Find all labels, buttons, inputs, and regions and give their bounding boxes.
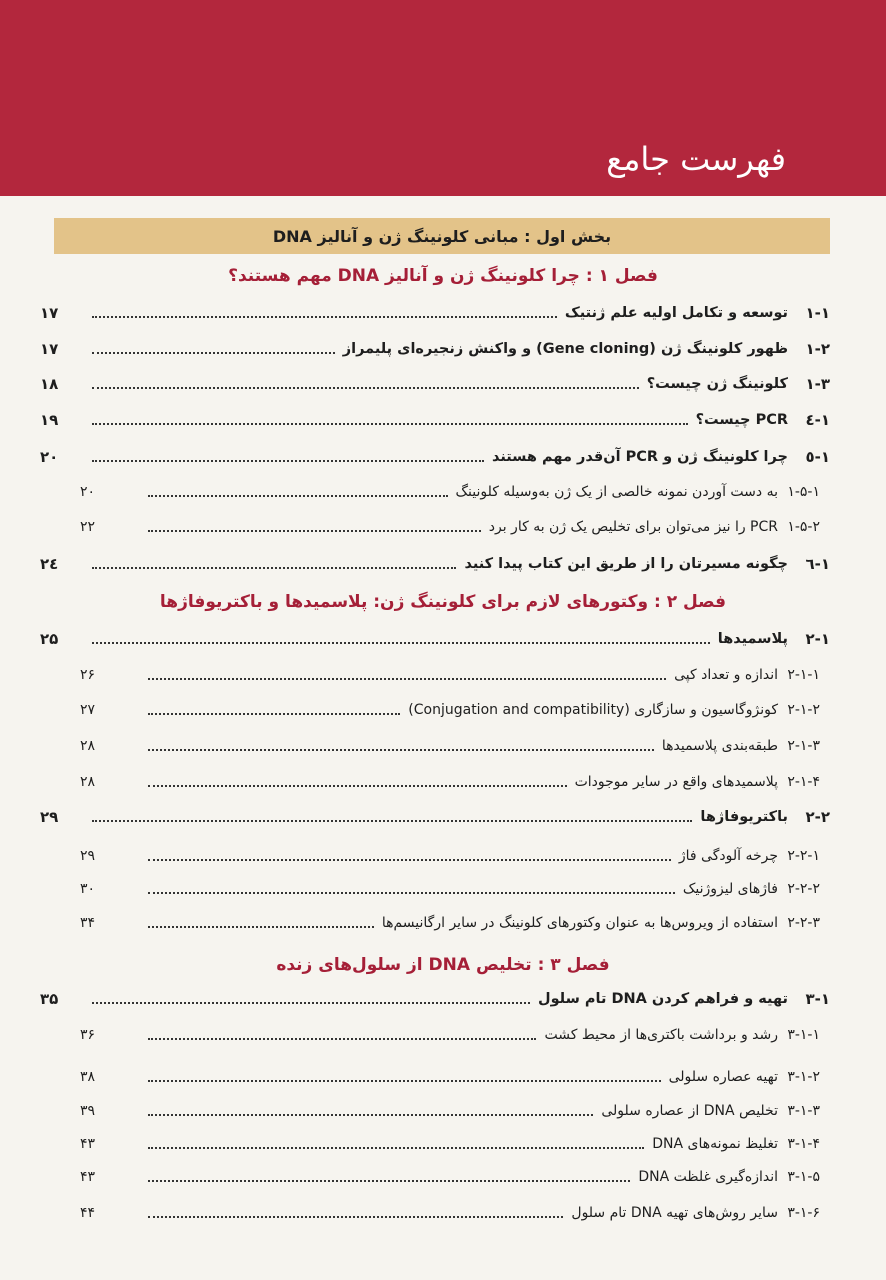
chapter-heading: فصل ۲ : وکتورهای لازم برای کلونینگ ژن: پلاسمیدها و باکتریوفاژها: [159, 592, 727, 612]
page-number: ۲۷: [80, 702, 96, 718]
entry-title: سایر روش‌های تهیه DNA تام سلول: [571, 1205, 778, 1221]
entry-number: ۲-۱-۳: [787, 738, 820, 754]
page-number: ۱۷: [40, 304, 59, 322]
toc-subentry[interactable]: [60, 733, 820, 759]
page-number: ۲۲: [80, 519, 96, 535]
entry-title: چرا کلونینگ ژن و PCR آن‌قدر مهم هستند: [491, 449, 788, 465]
chapter-heading: فصل ۳ : تخلیص DNA از سلول‌های زنده: [276, 955, 610, 975]
page-number: ۳۵: [40, 990, 59, 1008]
toc-subentry[interactable]: [60, 662, 820, 688]
page-number: ۲۰: [80, 484, 96, 500]
page-number: ۴۴: [80, 1205, 96, 1221]
chapter-heading: فصل ۱ : چرا کلونینگ ژن و آنالیز DNA مهم هستند؟: [228, 266, 658, 286]
entry-number: ۱-۲: [805, 340, 830, 358]
part-heading: بخش اول : مبانی کلونینگ ژن و آنالیز DNA: [54, 218, 830, 254]
page-number: ۲۶: [80, 667, 96, 683]
entry-title: پلاسمیدها: [717, 631, 788, 647]
dot-leader: [92, 352, 335, 354]
entry-number: ۲-۲-۲: [787, 881, 820, 897]
dot-leader: [148, 1216, 563, 1218]
entry-number: ۱-۱: [805, 304, 830, 322]
entry-title: تغلیظ نمونه‌های DNA: [652, 1136, 778, 1152]
entry-number: ۱-۵-۲: [787, 519, 820, 535]
entry-title: توسعه و تکامل اولیه علم ژنتیک: [564, 305, 788, 321]
entry-title: فاژهای لیزوژنیک: [682, 881, 778, 897]
page-number: ۲۵: [40, 630, 59, 648]
toc-entry[interactable]: [40, 371, 830, 397]
toc-entry[interactable]: [40, 407, 830, 433]
entry-title: رشد و برداشت باکتری‌ها از محیط کشت: [544, 1027, 778, 1043]
page-title: فهرست جامع: [606, 140, 786, 178]
page-number: ۳۸: [80, 1069, 96, 1085]
toc-entry[interactable]: [40, 986, 830, 1012]
entry-title: تهیه و فراهم کردن DNA تام سلول: [538, 991, 788, 1007]
toc-subentry[interactable]: [60, 1064, 820, 1090]
page-number: ۳۶: [80, 1027, 96, 1043]
dot-leader: [148, 530, 481, 532]
toc-subentry[interactable]: [60, 479, 820, 505]
entry-title: چگونه مسیرتان را از طریق این کتاب پیدا کنید: [464, 556, 788, 572]
toc-entry[interactable]: [40, 336, 830, 362]
entry-title: استفاده از ویروس‌ها به عنوان وکتورهای کلونینگ در سایر ارگانیسم‌ها: [381, 915, 778, 931]
entry-number: ۳-۱-۱: [787, 1027, 820, 1043]
entry-number: ۲-۱-۴: [787, 774, 820, 790]
page-number: ۴۳: [80, 1136, 96, 1152]
entry-title: کونژوگاسیون و سازگاری (Conjugation and compatibility): [408, 702, 778, 718]
page-number: ۴۳: [80, 1169, 96, 1185]
page-number: ۱۸: [40, 375, 59, 393]
page-number: ۱۹: [40, 411, 59, 429]
entry-title: تخلیص DNA از عصاره سلولی: [601, 1103, 778, 1119]
dot-leader: [92, 1002, 530, 1004]
dot-leader: [148, 1147, 644, 1149]
page-number: ۲٤: [40, 555, 59, 573]
dot-leader: [148, 678, 666, 680]
entry-number: ۲-۲-۱: [787, 848, 820, 864]
page-number: ۲۹: [80, 848, 96, 864]
toc-subentry[interactable]: [60, 1164, 820, 1190]
toc-subentry[interactable]: [60, 910, 820, 936]
toc-subentry[interactable]: [60, 514, 820, 540]
entry-title: ظهور کلونینگ ژن (Gene cloning) و واکنش زنجیره‌ای پلیمراز: [342, 341, 788, 357]
entry-number: ۲-۱: [805, 630, 830, 648]
entry-number: ۳-۱-۳: [787, 1103, 820, 1119]
dot-leader: [148, 749, 654, 751]
dot-leader: [148, 892, 675, 894]
page-number: ۲۰: [40, 448, 59, 466]
entry-title: اندازه‌گیری غلظت DNA: [638, 1169, 778, 1185]
toc-subentry[interactable]: [60, 876, 820, 902]
entry-title: چرخه آلودگی فاژ: [678, 848, 778, 864]
dot-leader: [92, 316, 557, 318]
entry-number: ۲-۲: [805, 808, 830, 826]
entry-number: ۳-۱-۵: [787, 1169, 820, 1185]
entry-title: PCR را نیز می‌توان برای تخلیص یک ژن به کار برد: [488, 519, 778, 535]
entry-title: PCR چیست؟: [695, 412, 788, 428]
toc-entry[interactable]: [40, 626, 830, 652]
page-number: ۲۸: [80, 774, 96, 790]
entry-number: ۱-٤: [805, 411, 830, 429]
entry-number: ۲-۱-۲: [787, 702, 820, 718]
entry-title: کلونینگ ژن چیست؟: [646, 376, 788, 392]
dot-leader: [148, 785, 567, 787]
toc-entry[interactable]: [40, 300, 830, 326]
dot-leader: [148, 1114, 593, 1116]
dot-leader: [92, 423, 688, 425]
entry-title: طبقه‌بندی پلاسمیدها: [661, 738, 778, 754]
toc-subentry[interactable]: [60, 843, 820, 869]
dot-leader: [148, 1180, 630, 1182]
entry-title: باکتریوفاژها: [700, 809, 788, 825]
page-number: ۳۰: [80, 881, 96, 897]
dot-leader: [92, 567, 456, 569]
entry-number: ۲-۱-۱: [787, 667, 820, 683]
entry-title: به دست آوردن نمونه خالصی از یک ژن به‌وسیله کلونینگ: [455, 484, 778, 500]
dot-leader: [92, 642, 710, 644]
dot-leader: [148, 859, 671, 861]
dot-leader: [92, 820, 692, 822]
toc-subentry[interactable]: [60, 1098, 820, 1124]
entry-title: پلاسمیدهای واقع در سایر موجودات: [574, 774, 778, 790]
entry-title: اندازه و تعداد کپی: [674, 667, 778, 683]
dot-leader: [148, 495, 448, 497]
page-number: ۳۴: [80, 915, 96, 931]
entry-number: ۱-۳: [805, 375, 830, 393]
page-number: ۲۸: [80, 738, 96, 754]
toc-subentry[interactable]: [60, 769, 820, 795]
toc-subentry[interactable]: [60, 1131, 820, 1157]
dot-leader: [148, 1038, 536, 1040]
entry-title: تهیه عصاره سلولی: [668, 1069, 778, 1085]
entry-number: ۱-٦: [805, 555, 830, 573]
dot-leader: [148, 926, 374, 928]
entry-number: ۱-۵-۱: [787, 484, 820, 500]
toc-subentry[interactable]: [60, 1200, 820, 1226]
toc-entry[interactable]: [40, 551, 830, 577]
toc-subentry[interactable]: [60, 1022, 820, 1048]
dot-leader: [148, 1080, 661, 1082]
dot-leader: [92, 387, 639, 389]
toc-subentry[interactable]: [60, 697, 820, 723]
page-number: ۱۷: [40, 340, 59, 358]
dot-leader: [92, 460, 484, 462]
dot-leader: [148, 713, 400, 715]
toc-entry[interactable]: [40, 444, 830, 470]
entry-number: ۳-۱-۲: [787, 1069, 820, 1085]
entry-number: ۲-۲-۳: [787, 915, 820, 931]
entry-number: ۱-٥: [805, 448, 830, 466]
page-number: ۲۹: [40, 808, 59, 826]
entry-number: ۳-۱-۶: [787, 1205, 820, 1221]
toc-entry[interactable]: [40, 804, 830, 830]
entry-number: ۳-۱-۴: [787, 1136, 820, 1152]
entry-number: ۳-۱: [805, 990, 830, 1008]
page-number: ۳۹: [80, 1103, 96, 1119]
